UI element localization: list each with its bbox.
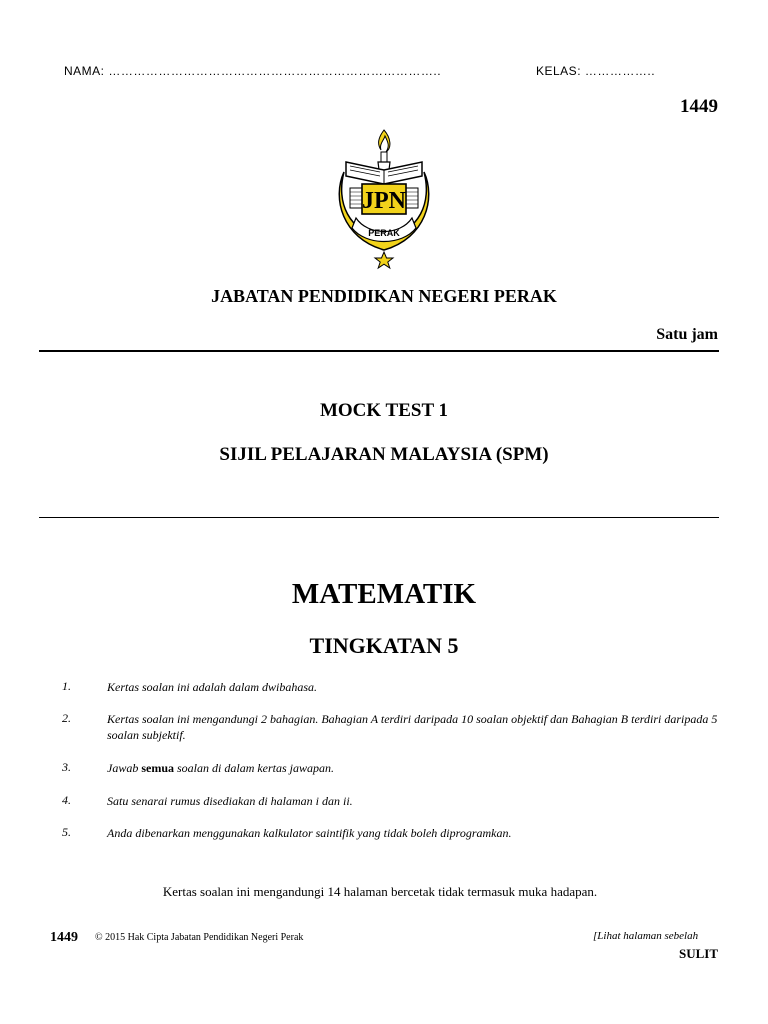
top-divider: [39, 350, 719, 352]
form-level: TINGKATAN 5: [309, 633, 459, 658]
svg-text:JPN: JPN: [362, 188, 406, 214]
exam-subtitle: SIJIL PELAJARAN MALAYSIA (SPM): [219, 444, 549, 465]
exam-title: MOCK TEST 1: [319, 400, 449, 421]
jpn-perak-crest-icon: [328, 128, 440, 270]
class-field[interactable]: [536, 64, 655, 78]
classification-label: SULIT: [678, 946, 718, 961]
class-dots: ……………..: [584, 64, 656, 78]
page-count-note: Kertas soalan ini mengandungi 14 halaman bercetak tidak termasuk muka hadapan.: [162, 884, 598, 899]
next-page-note: [Lihat halaman sebelah: [593, 930, 699, 942]
svg-text:PERAK: PERAK: [368, 228, 400, 238]
department-name: JABATAN PENDIDIKAN NEGERI PERAK: [211, 286, 557, 306]
name-label: NAMA:: [64, 64, 105, 78]
paper-code: 1449: [680, 96, 718, 117]
footer-paper-code: 1449: [50, 930, 78, 945]
exam-duration: Satu jam: [656, 326, 718, 343]
middle-divider: [39, 517, 719, 518]
name-field[interactable]: [64, 64, 441, 78]
class-label: KELAS:: [536, 64, 582, 78]
name-dots: ……………………………………………………………………..: [108, 64, 442, 78]
subject-title: MATEMATIK: [291, 578, 477, 610]
copyright-notice: © 2015 Hak Cipta Jabatan Pendidikan Negeri Perak: [95, 932, 304, 943]
